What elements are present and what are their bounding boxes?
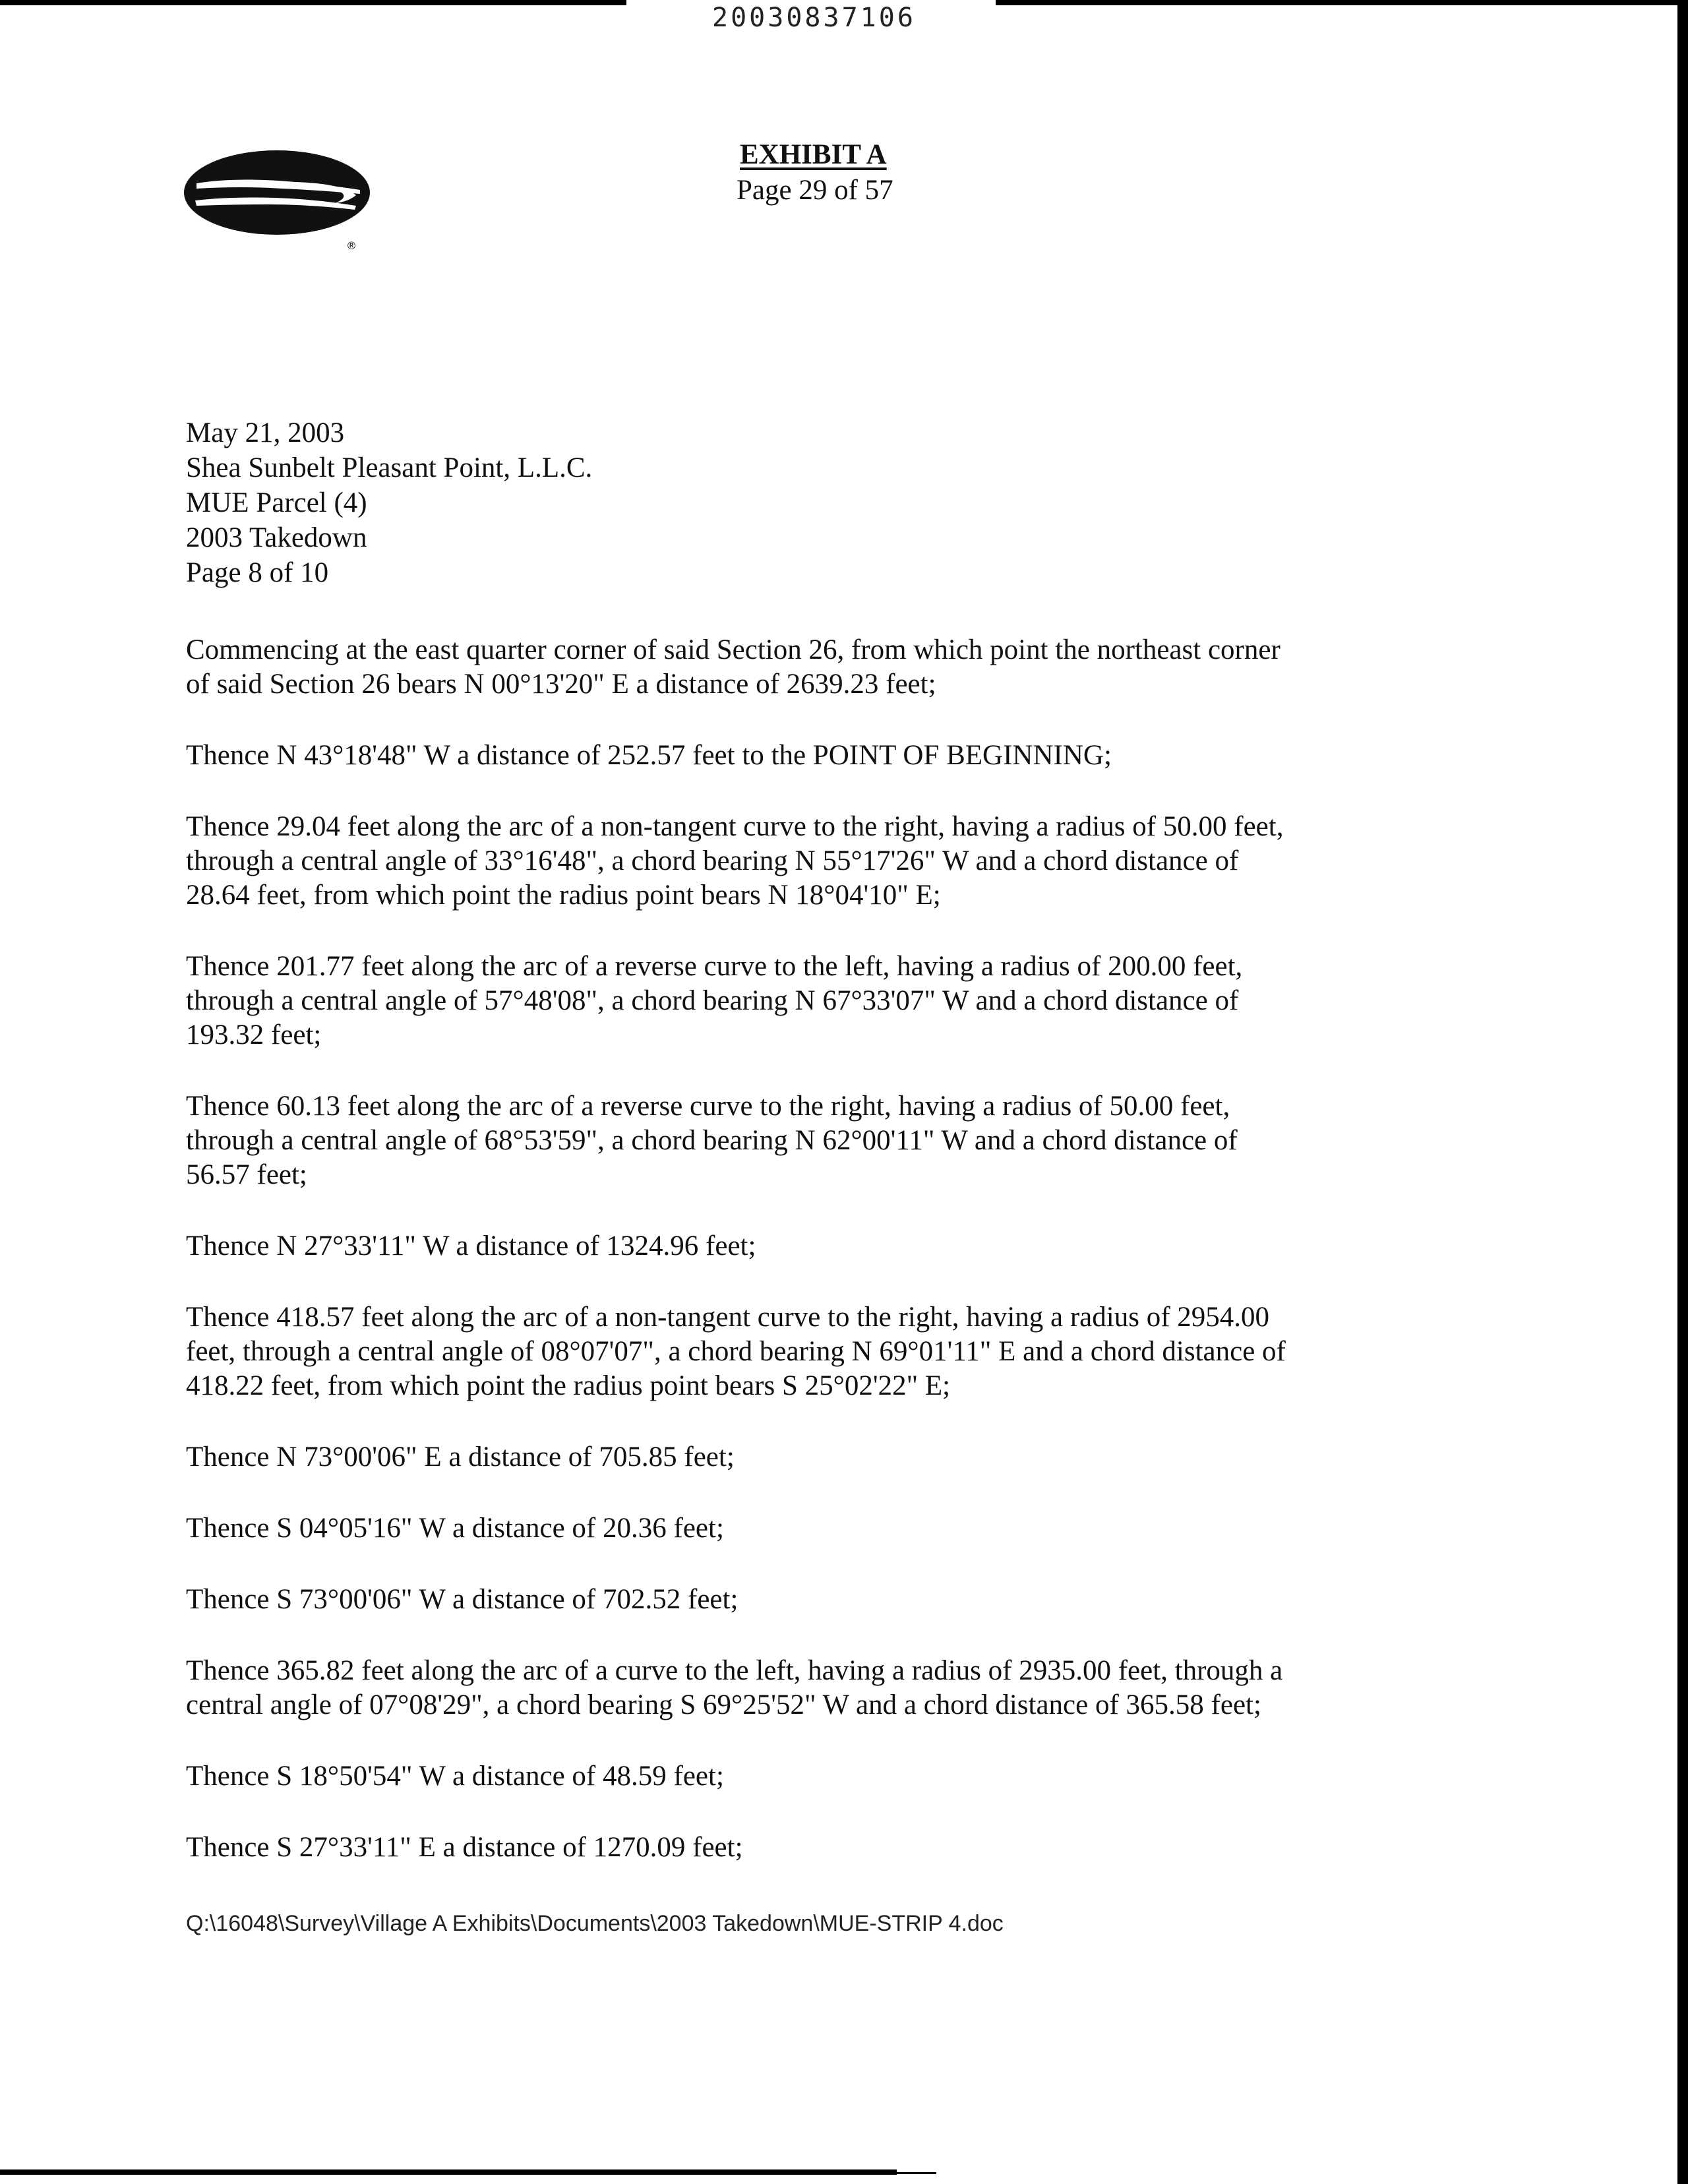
legal-paragraph: Thence S 18°50'54" W a distance of 48.59 feet; [186,1761,724,1792]
legal-paragraph: Thence 29.04 feet along the arc of a non-tangent curve to the right, having a radius of 50.00 feet, through a central angle of 33°16'48", a chord bearing N 55°17'26" W and a chord distance of 28.64 feet, from which point the radius point bears N 18°04'10" E; [186,811,1284,911]
header-company: Shea Sunbelt Pleasant Point, L.L.C. [186,452,593,483]
legal-description [186,633,1439,1902]
exhibit-page-number: Page 29 of 57 [737,175,893,206]
document-header [186,415,592,590]
legal-paragraph: Thence S 04°05'16" W a distance of 20.36 feet; [186,1513,724,1544]
scan-border-bottom-thin [897,2172,936,2174]
header-date: May 21, 2003 [186,417,345,448]
legal-paragraph: Thence S 73°00'06" W a distance of 702.52 feet; [186,1584,738,1615]
header-page: Page 8 of 10 [186,557,329,588]
scan-border-right [1677,0,1688,2184]
scan-border-top-right [996,0,1688,5]
header-takedown: 2003 Takedown [186,522,367,553]
scan-border-bottom [0,2169,897,2175]
company-logo-icon [183,149,381,255]
legal-paragraph: Thence 365.82 feet along the arc of a curve to the left, having a radius of 2935.00 feet, through a central angle of 07°08'29", a chord bearing S 69°25'52" W and a chord distance of 365.58 feet; [186,1655,1283,1720]
legal-paragraph: Commencing at the east quarter corner of said Section 26, from which point the northeast corner of said Section 26 bears N 00°13'20" E a distance of 2639.23 feet; [186,634,1281,700]
legal-paragraph: Thence N 73°00'06" E a distance of 705.85 feet; [186,1441,735,1472]
legal-paragraph: Thence 418.57 feet along the arc of a non-tangent curve to the right, having a radius of 2954.00 feet, through a central angle of 08°07'07", a chord bearing N 69°01'11" E and a chord distance of 418.22 feet, from which point the radius point bears S 25°02'22" E; [186,1302,1286,1401]
scan-border-top-left [0,0,626,5]
document-number: 20030837106 [712,3,916,33]
footer-file-path: Q:\16048\Survey\Village A Exhibits\Documents\2003 Takedown\MUE-STRIP 4.doc [186,1911,1004,1936]
registered-mark: ® [346,239,357,252]
legal-paragraph: Thence N 43°18'48" W a distance of 252.57 feet to the POINT OF BEGINNING; [186,740,1112,771]
legal-paragraph: Thence S 27°33'11" E a distance of 1270.09 feet; [186,1832,743,1863]
exhibit-title: EXHIBIT A [740,139,887,170]
header-parcel: MUE Parcel (4) [186,487,367,518]
legal-paragraph: Thence N 27°33'11" W a distance of 1324.96 feet; [186,1230,756,1261]
legal-paragraph: Thence 201.77 feet along the arc of a reverse curve to the left, having a radius of 200.00 feet, through a central angle of 57°48'08", a chord bearing N 67°33'07" W and a chord distance of 193.32 feet; [186,951,1243,1050]
legal-paragraph: Thence 60.13 feet along the arc of a reverse curve to the right, having a radius of 50.00 feet, through a central angle of 68°53'59", a chord bearing N 62°00'11" W and a chord distance of 56.57 feet; [186,1091,1238,1190]
